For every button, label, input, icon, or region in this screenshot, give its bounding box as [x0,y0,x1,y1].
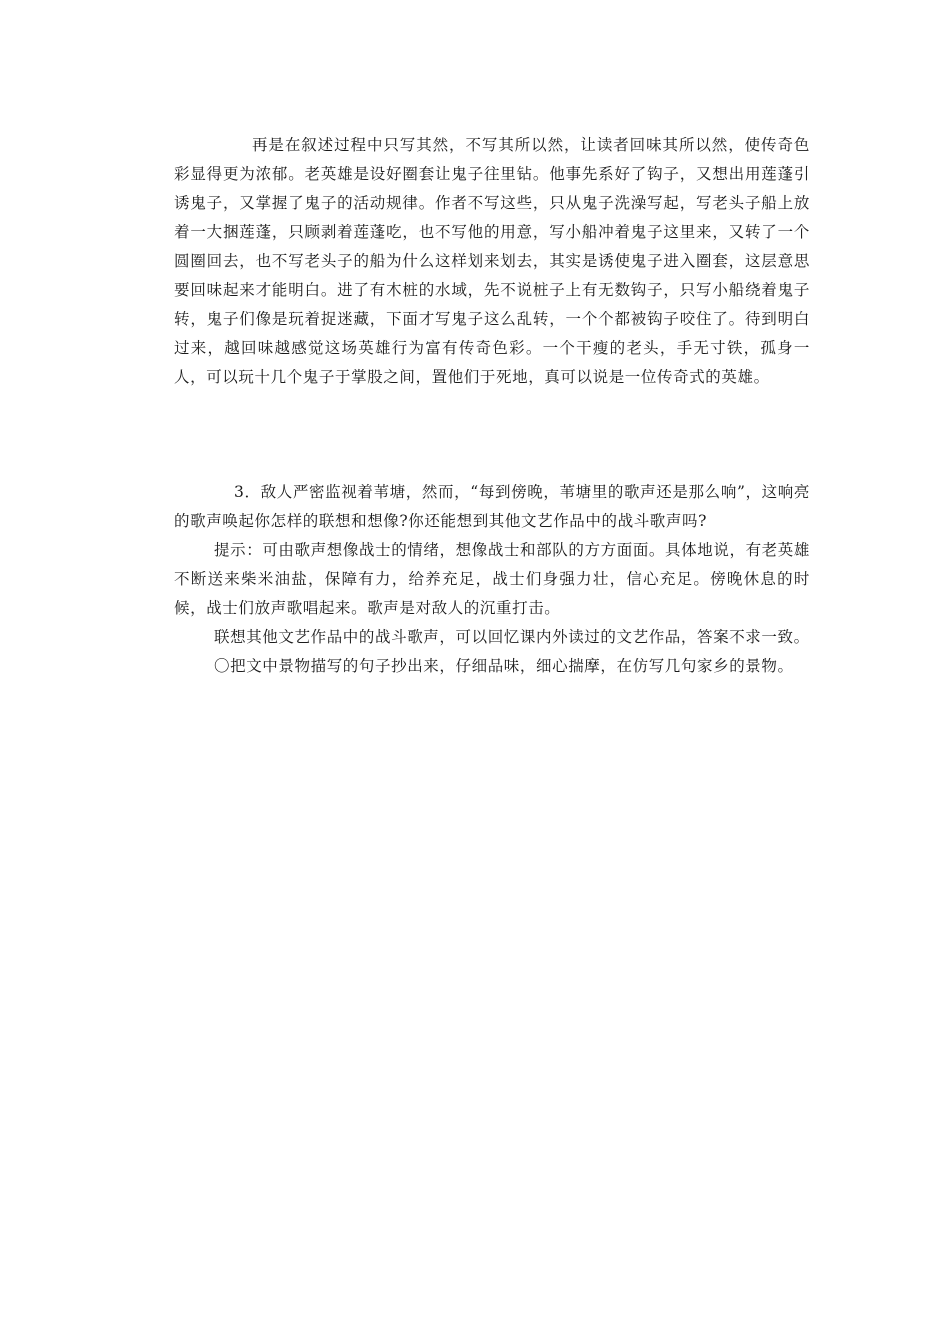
exercise-paragraph: 〇把文中景物描写的句子抄出来，仔细品味，细心揣摩，在仿写几句家乡的景物。 [214,657,794,675]
association-paragraph: 联想其他文艺作品中的战斗歌声，可以回忆课内外读过的文艺作品，答案不求一致。 [214,628,810,646]
question-section [174,478,810,681]
analysis-paragraph-block [174,131,810,392]
question-3-text: 3．敌人严密监视着苇塘，然而，“每到傍晚，苇塘里的歌声还是那么响”，这响亮的歌声唤起你怎样的联想和想像?你还能想到其他文艺作品中的战斗歌声吗? [174,483,810,530]
analysis-paragraph: 再是在叙述过程中只写其然，不写其所以然，让读者回味其所以然，使传奇色彩显得更为浓郁。老英雄是设好圈套让鬼子往里钻。他事先系好了钩子，又想出用莲蓬引诱鬼子，又掌握了鬼子的活动规律。作者不写这些，只从鬼子洗澡写起，写老头子船上放着一大捆莲蓬，只顾剥着莲蓬吃，也不写他的用意，写小船冲着鬼子这里来，又转了一个圆圈回去，也不写老头子的船为什么这样划来划去，其实是诱使鬼子进入圈套，这层意思要回味起来才能明白。进了有木桩的水域，先不说桩子上有无数钩子，只写小船绕着鬼子转，鬼子们像是玩着捉迷藏，下面才写鬼子这么乱转，一个个都被钩子咬住了。待到明白过来，越回味越感觉这场英雄行为富有传奇色彩。一个干瘦的老头，手无寸铁，孤身一人，可以玩十几个鬼子于掌股之间，置他们于死地，真可以说是一位传奇式的英雄。 [174,136,810,386]
hint-paragraph: 提示：可由歌声想像战士的情绪，想像战士和部队的方方面面。具体地说，有老英雄不断送来柴米油盐，保障有力，给养充足，战士们身强力壮，信心充足。傍晚休息的时候，战士们放声歌唱起来。歌声是对敌人的沉重打击。 [174,541,810,617]
